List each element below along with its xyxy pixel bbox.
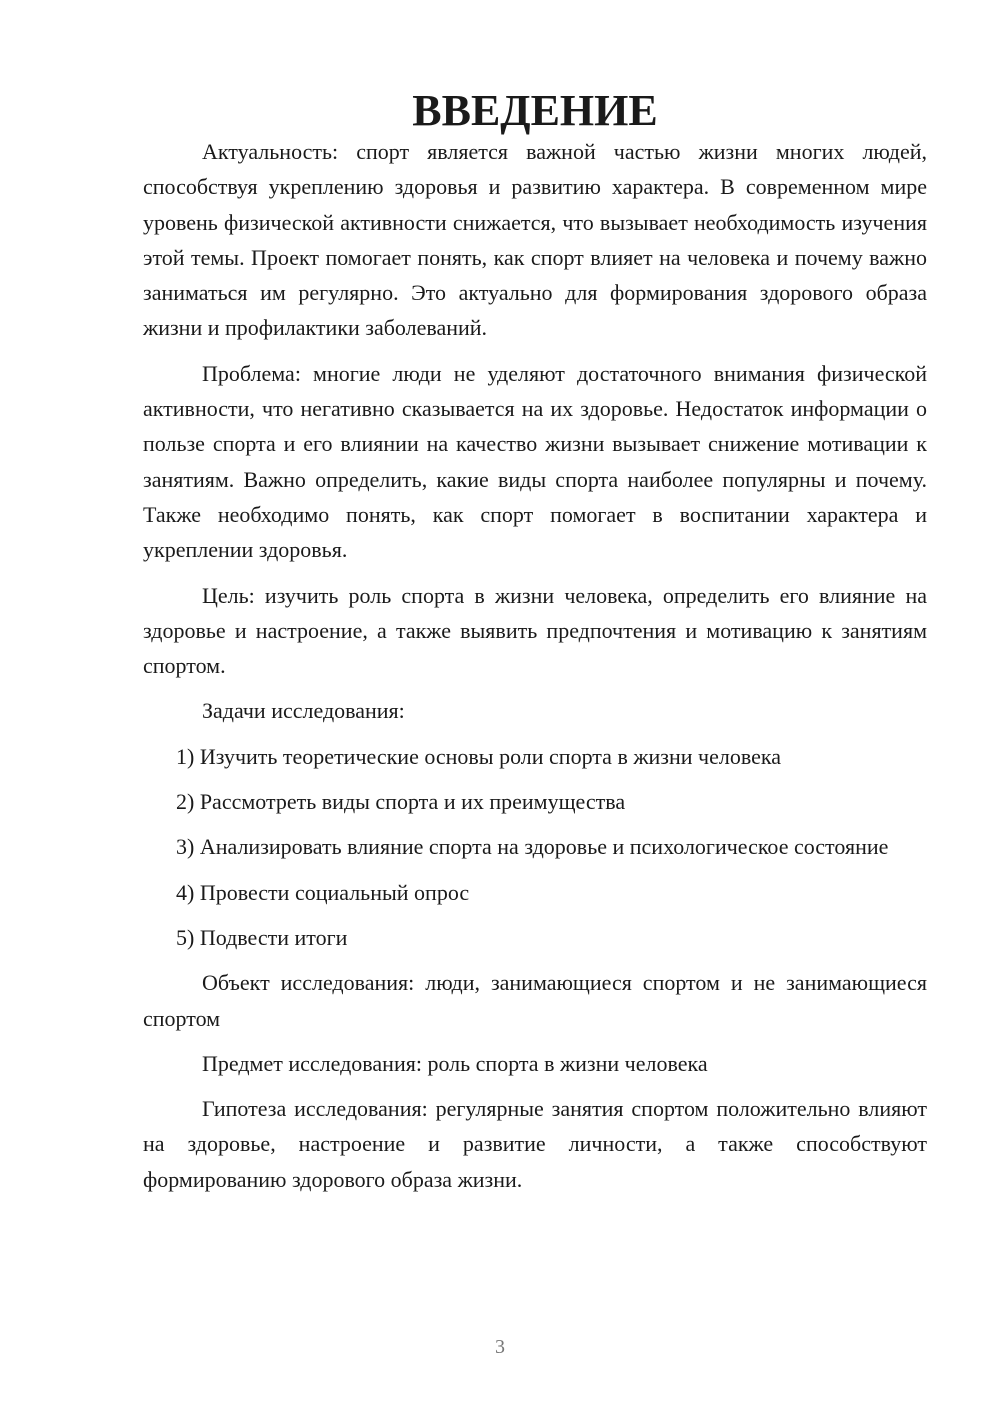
document-body — [143, 86, 927, 1207]
paragraph-relevance: Актуальность: спорт является важной частью жизни многих людей, способствуя укреплению здоровья и развитию характера. В современном мире уровень физической активности снижается, что вызывает необходимость изучения этой темы. Проект помогает понять, как спорт влияет на человека и почему важно заниматься им регулярно. Это актуально для формирования здорового образа жизни и профилактики заболеваний. — [143, 139, 927, 341]
list-item: 4) Провести социальный опрос — [176, 879, 470, 905]
list-item: 2) Рассмотреть виды спорта и их преимущества — [176, 789, 626, 815]
list-item: 3) Анализировать влияние спорта на здоровье и психологическое состояние — [176, 834, 889, 860]
tasks-heading: Задачи исследования: — [202, 698, 405, 724]
paragraph-hypothesis: Гипотеза исследования: регулярные занятия спортом положительно влияют на здоровье, настроение и развитие личности, а также способствуют формированию здорового образа жизни. — [143, 1096, 927, 1192]
paragraph-goal: Цель: изучить роль спорта в жизни человека, определить его влияние на здоровье и настроение, а также выявить предпочтения и мотивацию к занятиям спортом. — [143, 582, 927, 679]
paragraph-problem: Проблема: многие люди не уделяют достаточного внимания физической активности, что негативно сказывается на их здоровье. Недостаток информации о пользе спорта и его влиянии на качество жизни вызывает снижение мотивации к занятиям. Важно определить, какие виды спорта наиболее популярны и почему. Также необходимо понять, как спорт помогает в воспитании характера и укреплении здоровья. — [143, 360, 927, 563]
page-number: 3 — [495, 1336, 505, 1358]
paragraph-research-subject: Предмет исследования: роль спорта в жизни человека — [202, 1050, 708, 1076]
paragraph-research-object: Объект исследования: люди, занимающиеся спортом и не занимающиеся спортом — [143, 970, 927, 1031]
tasks-list — [143, 739, 927, 955]
page-title: ВВЕДЕНИЕ — [412, 86, 658, 135]
list-item: 5) Подвести итоги — [176, 924, 348, 950]
list-item: 1) Изучить теоретические основы роли спорта в жизни человека — [176, 743, 781, 769]
